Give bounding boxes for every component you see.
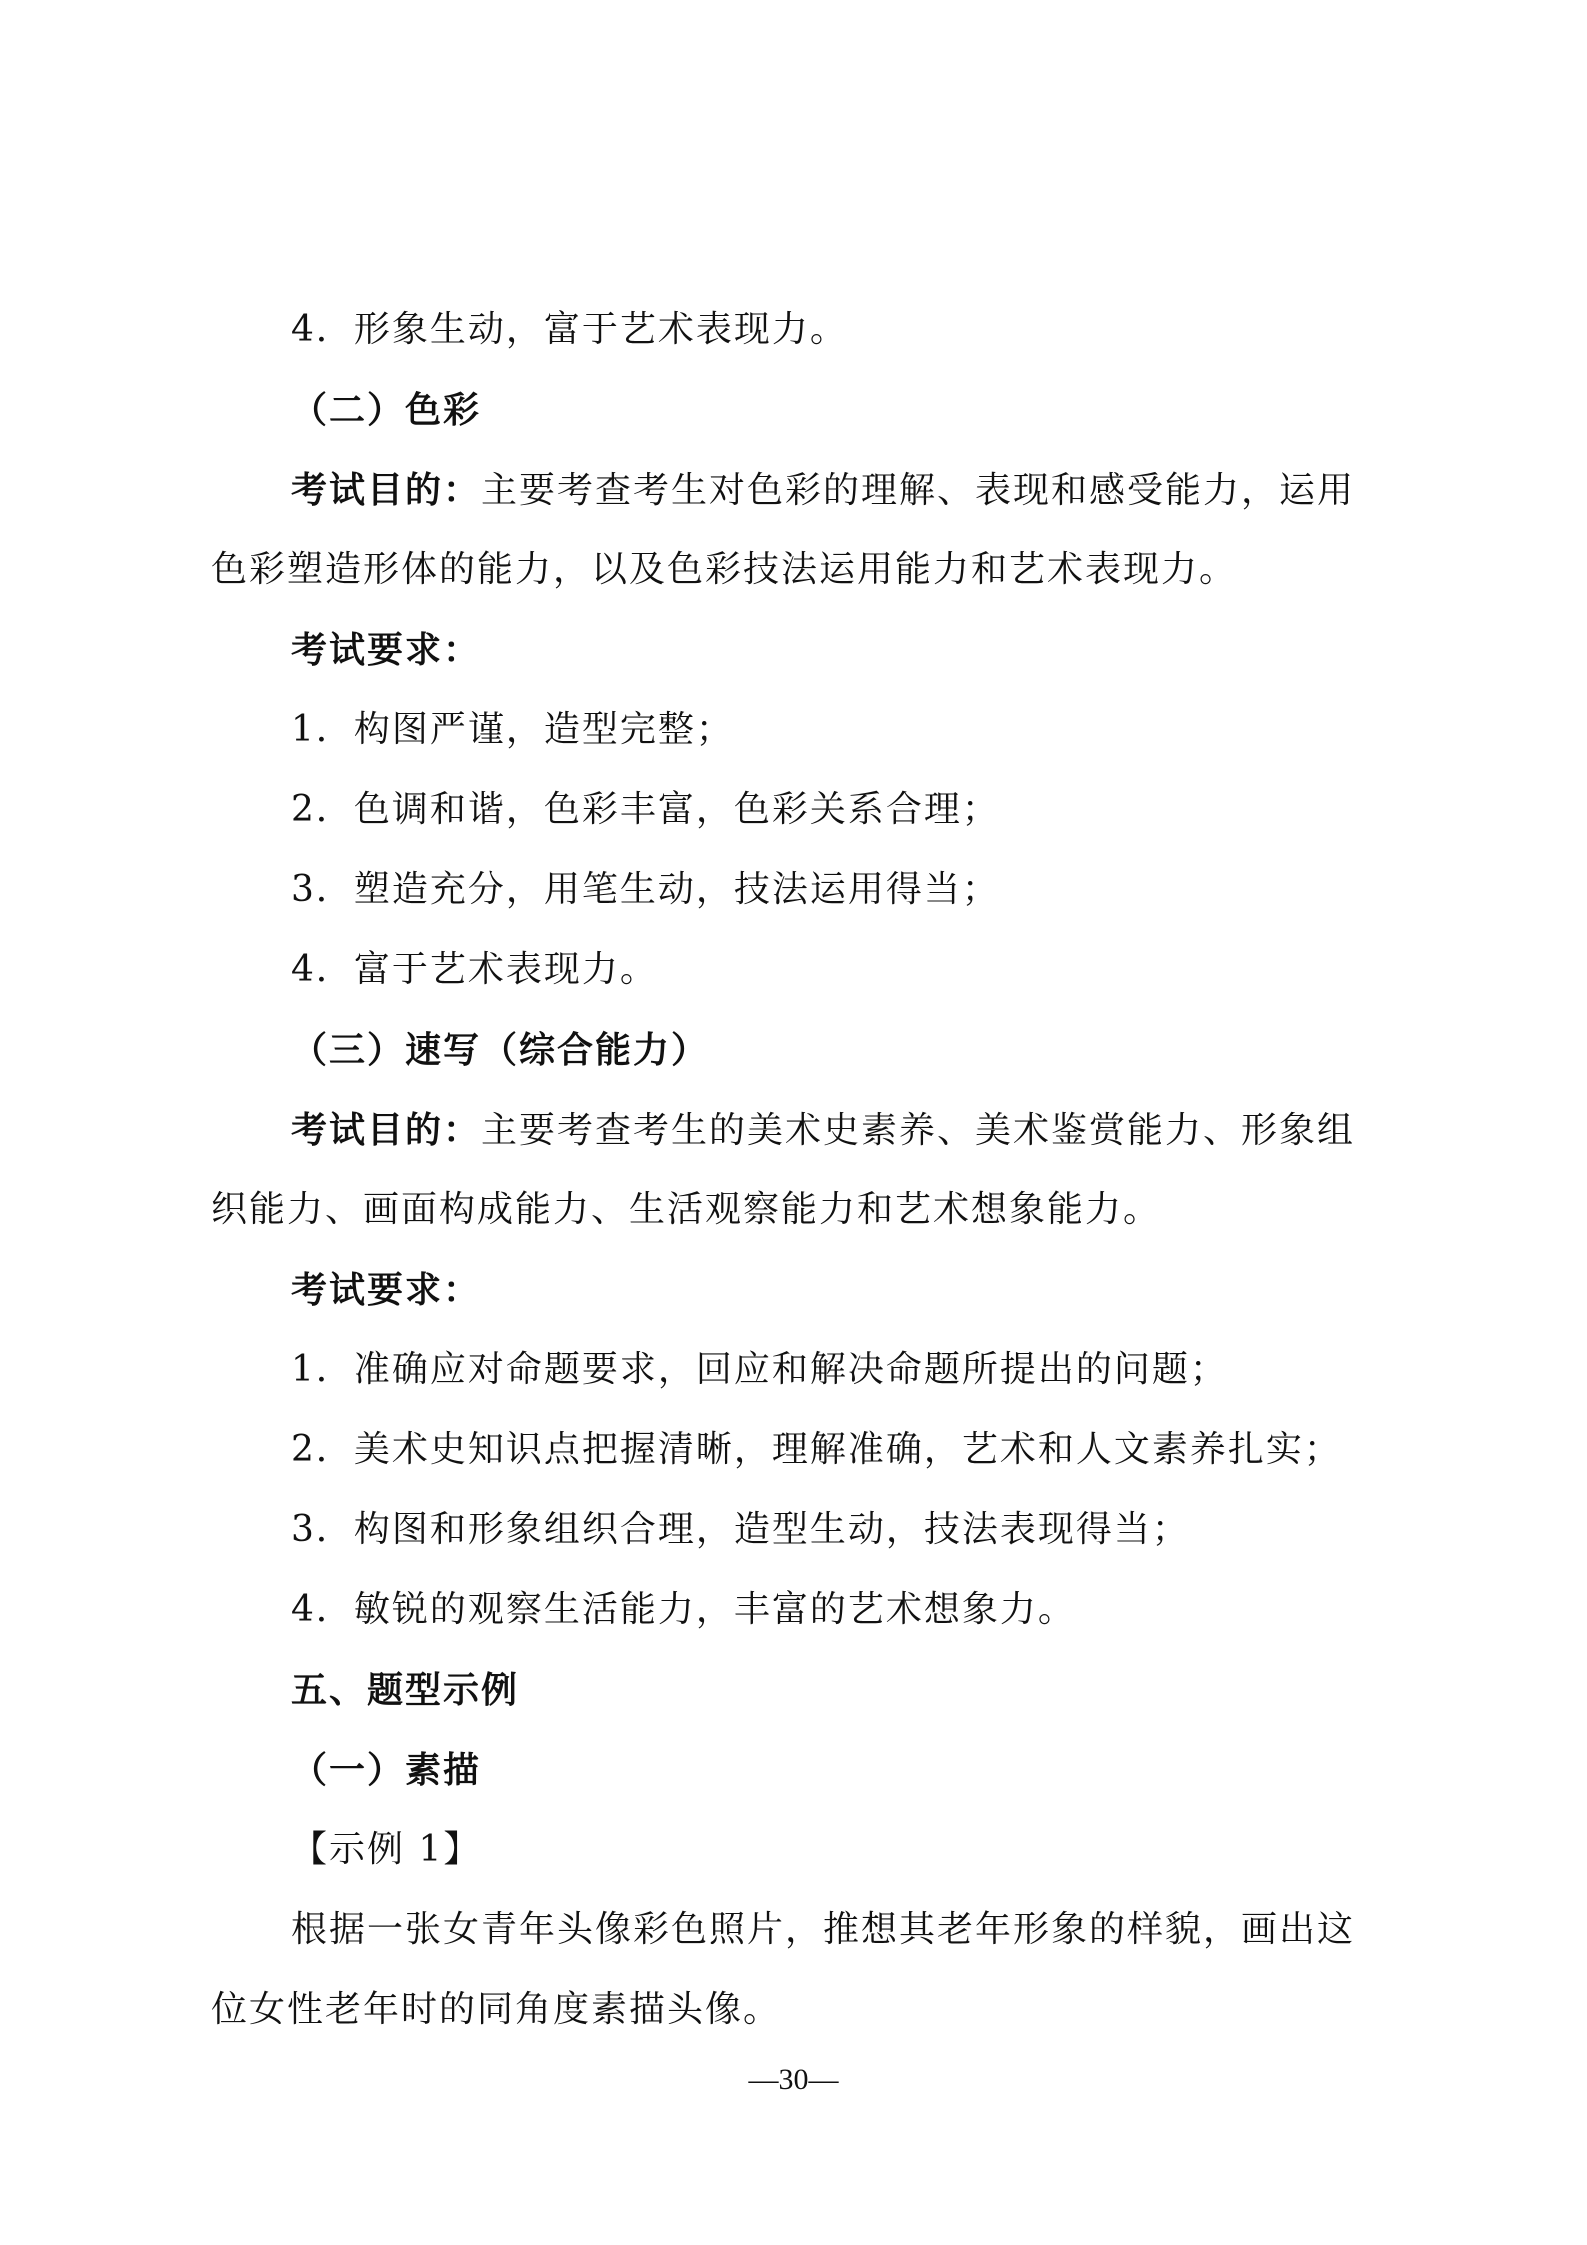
requirement-item-1: 1．构图严谨，造型完整；: [291, 709, 734, 750]
requirement-item-4: 4．富于艺术表现力。: [291, 949, 658, 990]
section-heading-sketch: （三）速写（综合能力）: [291, 1029, 710, 1071]
section-heading-color: （二）色彩: [291, 389, 482, 431]
example-text-line-1: 根据一张女青年头像彩色照片，推想其老年形象的样貌，画出这: [291, 1909, 1356, 1950]
exam-purpose-label: 考试目的：: [291, 469, 482, 511]
requirement-item-3: 3．塑造充分，用笔生动，技法运用得当；: [291, 869, 1000, 910]
requirement-item-2: 2．美术史知识点把握清晰，理解准确，艺术和人文素养扎实；: [291, 1429, 1342, 1470]
example-label: 【示例 1】: [291, 1829, 482, 1870]
requirement-item-3: 3．构图和形象组织合理，造型生动，技法表现得当；: [291, 1509, 1190, 1550]
exam-purpose-label: 考试目的：: [291, 1109, 482, 1151]
example-text-line-2: 位女性老年时的同角度素描头像。: [211, 1989, 782, 2030]
exam-purpose-line-1: [291, 470, 1355, 511]
exam-purpose-line-1: [291, 1110, 1355, 1151]
requirement-item-4: 4．敏锐的观察生活能力，丰富的艺术想象力。: [291, 1589, 1076, 1630]
section-heading-drawing: （一）素描: [291, 1749, 482, 1791]
exam-requirements-label: 考试要求：: [291, 629, 482, 671]
page-number: —30—: [748, 2063, 839, 2096]
exam-purpose-line-2: 色彩塑造形体的能力，以及色彩技法运用能力和艺术表现力。: [211, 549, 1238, 590]
requirement-item-1: 1．准确应对命题要求，回应和解决命题所提出的问题；: [291, 1349, 1228, 1390]
exam-purpose-text: 主要考查考生对色彩的理解、表现和感受能力，运用: [481, 470, 1356, 511]
exam-purpose-line-2: 织能力、画面构成能力、生活观察能力和艺术想象能力。: [211, 1189, 1162, 1230]
requirement-item-2: 2．色调和谐，色彩丰富，色彩关系合理；: [291, 789, 1000, 830]
chapter-heading-examples: 五、题型示例: [291, 1669, 520, 1711]
requirement-item-4: 4．形象生动，富于艺术表现力。: [291, 309, 848, 350]
exam-requirements-label: 考试要求：: [291, 1269, 482, 1311]
exam-purpose-text: 主要考查考生的美术史素养、美术鉴赏能力、形象组: [481, 1110, 1356, 1151]
